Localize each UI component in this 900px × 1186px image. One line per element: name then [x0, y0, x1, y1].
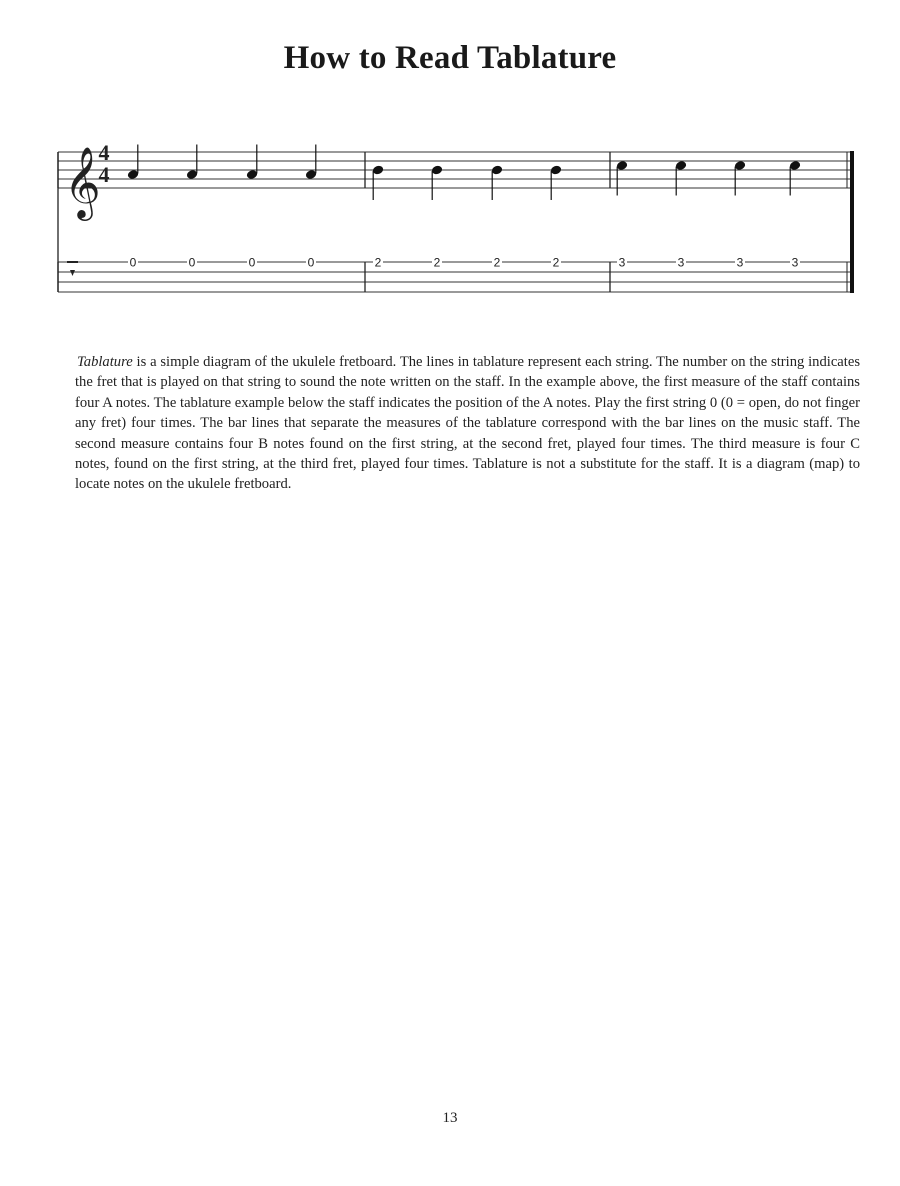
tab-fret-number: 3 [618, 255, 626, 270]
time-signature-bottom: 4 [98, 162, 110, 187]
body-paragraph [75, 352, 860, 495]
tab-fret-number: 2 [493, 255, 501, 270]
svg-text:𝄞: 𝄞 [64, 145, 101, 218]
tablature-term: Tablature [77, 354, 133, 370]
tab-fret-number: 3 [677, 255, 685, 270]
music-example [0, 120, 900, 310]
tab-fret-number: 0 [248, 255, 256, 270]
tab-fret-number: 0 [188, 255, 196, 270]
time-signature-top: 4 [98, 140, 110, 165]
page-title: How to Read Tablature [283, 40, 617, 76]
tab-fret-number: 3 [736, 255, 744, 270]
tab-fret-number: 0 [129, 255, 137, 270]
final-barline-thick [850, 151, 854, 293]
treble-clef-icon [64, 145, 101, 221]
tab-fret-number: 2 [552, 255, 560, 270]
body-text: is a simple diagram of the ukulele fretboard. The lines in tablature represent each string. The number on the string indicates the fret that is played on that string to sound the note written on the staff. In the example above, the first measure of the staff contains four A notes. The tablature example below the staff indicates the position of the A notes. Play the first string 0 (0 = open, do not finger any fret) four times. The bar lines that separate the measures of the tablature correspond with the bar lines on the music staff. The second measure contains four B notes found on the first string, at the second fret, played four times. The third measure is four C notes, found on the first string, at the third fret, played four times. Tablature is not a substitute for the staff. It is a diagram (map) to locate notes on the ukulele fretboard. [75, 354, 860, 493]
tablature-staff [58, 262, 851, 292]
tab-fret-number: 3 [791, 255, 799, 270]
music-staff [58, 152, 851, 188]
tab-fret-number: 2 [374, 255, 382, 270]
page-number: 13 [442, 1110, 458, 1126]
tab-fret-number: 2 [433, 255, 441, 270]
tab-clef-icon [67, 262, 78, 276]
tab-fret-number: 0 [307, 255, 315, 270]
notes [127, 145, 802, 201]
